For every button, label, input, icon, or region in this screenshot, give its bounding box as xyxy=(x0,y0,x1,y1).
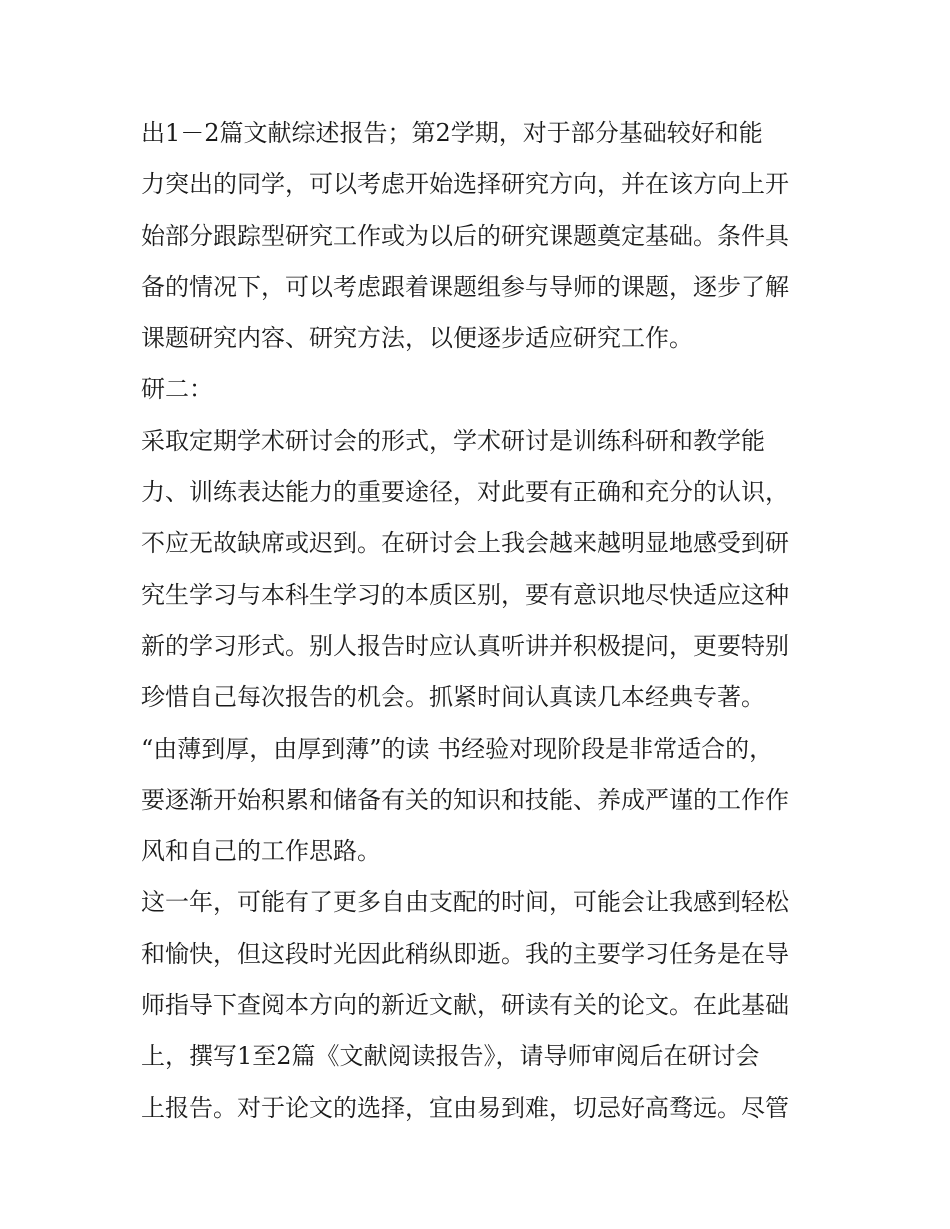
text-line: 课题研究内容、研究方法，以便逐步适应研究工作。 xyxy=(141,324,693,353)
text-line: 究生学习与本科生学习的本质区别，要有意识地尽快适应这种 xyxy=(141,580,789,609)
text-line: 备的情况下，可以考虑跟着课题组参与导师的课题，逐步了解 xyxy=(141,272,789,301)
text-line: 上，撰写1至2篇《文献阅读报告》，请导师审阅后在研讨会 xyxy=(141,1042,760,1071)
text-line: “由薄到厚，由厚到薄”的读 书经验对现阶段是非常适合的， xyxy=(141,734,774,763)
text-line: 出1－2篇文献综述报告；第2学期，对于部分基础较好和能 xyxy=(141,119,763,147)
text-line: 风和自己的工作思路。 xyxy=(141,837,381,866)
section-heading: 研二： xyxy=(141,375,213,404)
text-line: 不应无故缺席或迟到。在研讨会上我会越来越明显地感受到研 xyxy=(141,529,789,558)
text-line: 力突出的同学，可以考虑开始选择研究方向，并在该方向上开 xyxy=(141,170,789,199)
text-line: 始部分跟踪型研究工作或为以后的研究课题奠定基础。条件具 xyxy=(141,221,789,250)
text-line: 这一年，可能有了更多自由支配的时间，可能会让我感到轻松 xyxy=(141,888,789,917)
text-line: 采取定期学术研讨会的形式，学术研讨是训练科研和教学能 xyxy=(141,426,765,455)
text-line: 和愉快，但这段时光因此稍纵即逝。我的主要学习任务是在导 xyxy=(141,939,789,968)
text-line: 珍惜自己每次报告的机会。抓紧时间认真读几本经典专著。 xyxy=(141,683,765,712)
text-line: 新的学习形式。别人报告时应认真听讲并积极提问，更要特别 xyxy=(141,631,789,660)
text-line: 力、训练表达能力的重要途径，对此要有正确和充分的认识， xyxy=(141,478,789,507)
text-line: 师指导下查阅本方向的新近文献，研读有关的论文。在此基础 xyxy=(141,991,789,1020)
document-body xyxy=(141,108,821,1134)
text-line: 要逐渐开始积累和储备有关的知识和技能、养成严谨的工作作 xyxy=(141,785,789,814)
text-line: 上报告。对于论文的选择，宜由易到难，切忌好高骛远。尽管 xyxy=(141,1093,789,1122)
